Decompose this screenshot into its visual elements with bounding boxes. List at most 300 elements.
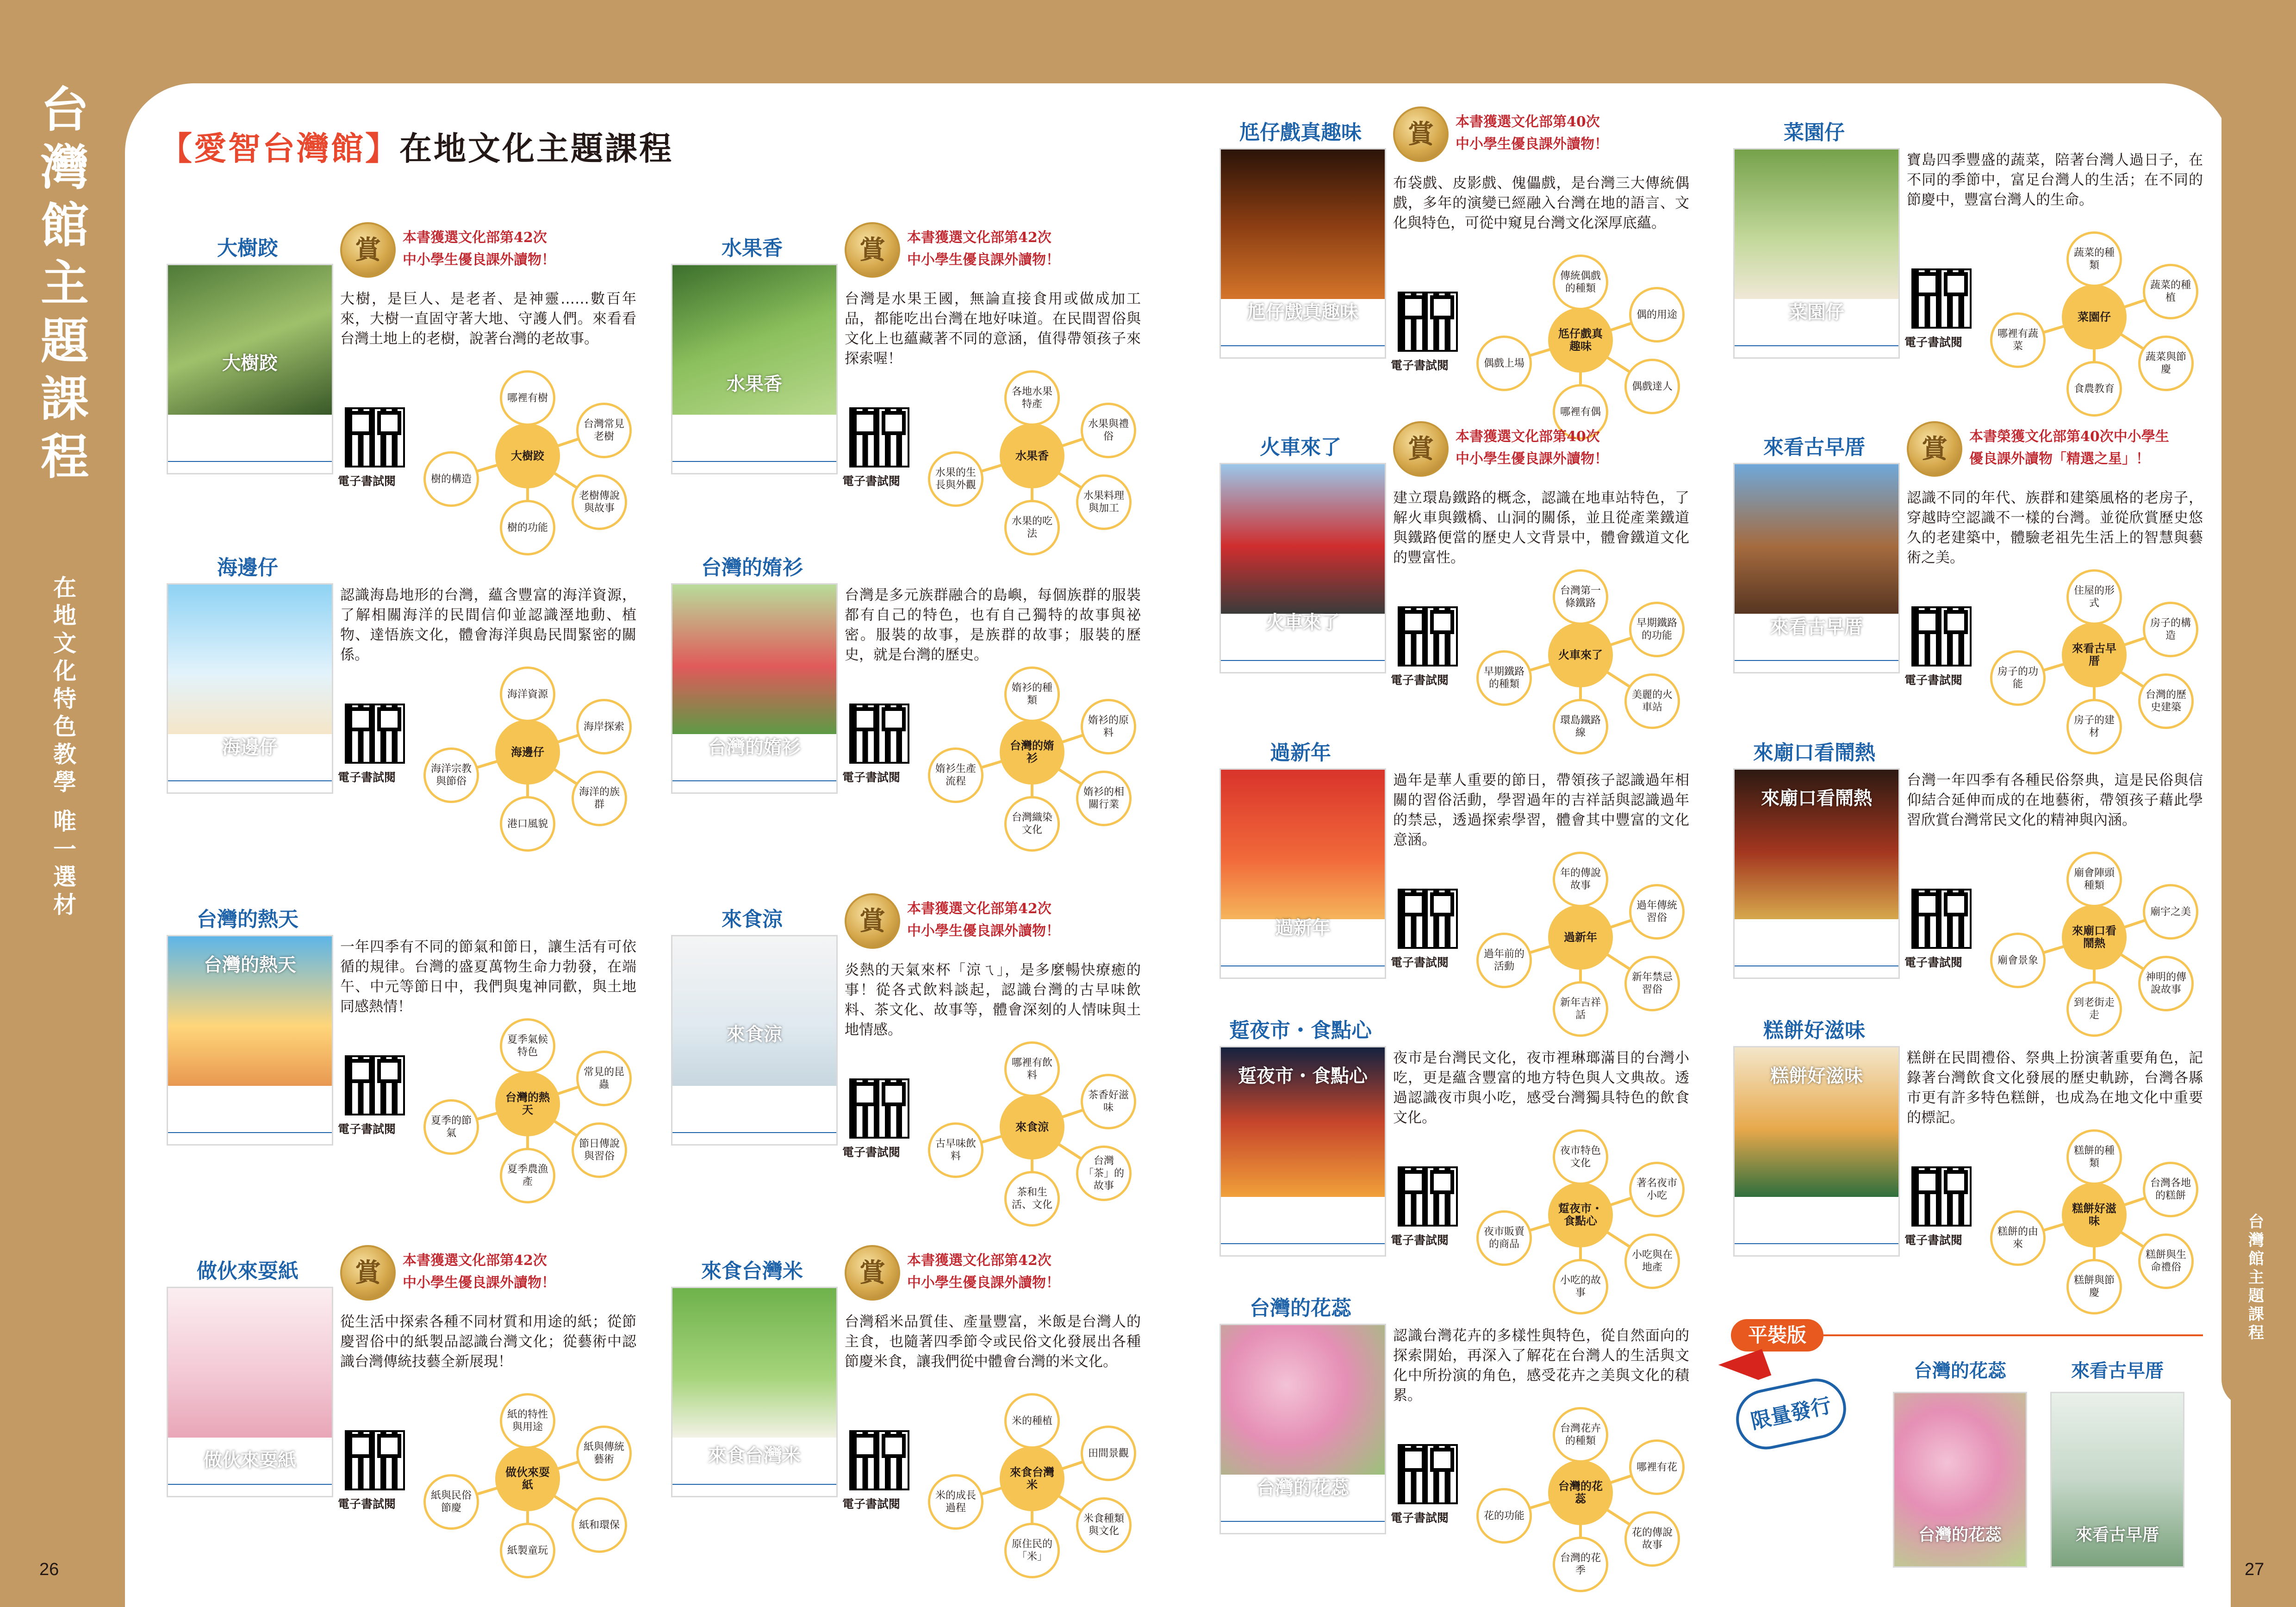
topic-node: 水果與禮俗	[1081, 403, 1136, 458]
qr-code-icon[interactable]	[1911, 889, 1972, 949]
ebook-preview-label[interactable]: 電子書試閱	[842, 1497, 901, 1511]
topic-node: 夏季氣候特色	[500, 1018, 555, 1074]
ebook-preview-label[interactable]: 電子書試閱	[842, 1146, 901, 1159]
cover-title: 水果香	[727, 373, 782, 395]
cover-title: 來看古早厝	[1770, 616, 1863, 638]
topic-node: 哪裡有花	[1629, 1439, 1685, 1495]
ebook-preview-label[interactable]: 電子書試閱	[1904, 1233, 1963, 1247]
award-medal-icon: 賞	[340, 1245, 396, 1301]
award-medal-icon: 賞	[845, 1245, 900, 1301]
page-title-bracket: 【愛智台灣館】	[160, 130, 399, 168]
topic-map	[923, 671, 1141, 836]
topic-node: 偶戲達人	[1624, 359, 1680, 414]
award-badge	[1907, 421, 2208, 481]
page-number-right: 27	[2245, 1560, 2265, 1579]
publisher-strip	[672, 1132, 836, 1144]
book-description: 台灣稻米品質佳、產量豐富，米飯是台灣人的主食，也隨著四季節令或民俗文化發展出各種節慶米食，讓我們從中體會台灣的米文化。	[845, 1314, 1141, 1370]
book-cover[interactable]	[671, 935, 838, 1146]
topic-node: 夏季的節氣	[423, 1099, 479, 1155]
book-cover[interactable]	[167, 583, 333, 794]
book-title: 水果香	[722, 237, 783, 260]
topic-center: 台灣的媠衫	[1000, 720, 1064, 785]
book-card-gucuo[interactable]	[1726, 430, 2208, 773]
book-description: 布袋戲、皮影戲、傀儡戲，是台灣三大傳統偶戲，多年的演變已經融入台灣在地的語言、文化與特色，可從中窺見台灣文化深厚底蘊。	[1393, 175, 1689, 231]
topic-node: 田間景觀	[1081, 1426, 1136, 1481]
topic-node: 傳統偶戲的種類	[1553, 255, 1608, 310]
topic-map	[1472, 1134, 1689, 1299]
cover-image	[1735, 464, 1898, 614]
topic-map	[923, 375, 1141, 540]
award-text	[1456, 111, 1696, 156]
topic-node: 神明的傳說故事	[2138, 956, 2194, 1011]
qr-code-icon[interactable]	[1911, 268, 1972, 329]
paperback-book-title: 台灣的花蕊	[1914, 1360, 2006, 1382]
topic-node: 海岸探索	[576, 699, 632, 754]
cover-image	[672, 585, 836, 734]
award-line: 本書獲選文化部第42次	[403, 230, 547, 246]
topic-node: 原住民的「米」	[1004, 1523, 1060, 1578]
qr-code-icon[interactable]	[1911, 1166, 1972, 1227]
award-badge	[1393, 421, 1694, 481]
topic-node: 蔬菜的種植	[2143, 264, 2198, 319]
book-card-taiwanmi[interactable]	[664, 1254, 1145, 1597]
book-card-caiyuan[interactable]	[1726, 116, 2208, 458]
award-line: 本書獲選文化部第40次	[1456, 429, 1600, 445]
ebook-preview-label[interactable]: 電子書試閱	[842, 771, 901, 784]
book-card-shuiguo[interactable]	[664, 231, 1145, 574]
topic-center: 踅夜市・食點心	[1548, 1183, 1613, 1247]
award-medal-icon: 賞	[845, 893, 900, 949]
book-description: 認識海島地形的台灣，蘊含豐富的海洋資源，了解相關海洋的民間信仰並認識溼地動、植物、達悟族文化，體會海洋與島民間緊密的關係。	[340, 587, 636, 663]
topic-node: 過年傳統習俗	[1629, 884, 1685, 940]
book-card-xi[interactable]	[1213, 116, 1694, 458]
qr-code-icon[interactable]	[345, 407, 405, 467]
topic-node: 海洋資源	[500, 666, 555, 722]
cover-image	[1221, 149, 1385, 299]
topic-node: 水果的吃法	[1004, 500, 1060, 555]
cover-image	[168, 265, 332, 415]
topic-node: 哪裡有偶	[1553, 384, 1608, 440]
book-description: 台灣一年四季有各種民俗祭典，這是民俗與信仰結合延伸而成的在地藝術，帶領孩子藉此學習欣賞台灣常民文化的精神與內涵。	[1907, 772, 2203, 828]
award-line: 本書獲選文化部第42次	[403, 1252, 547, 1269]
qr-code-icon[interactable]	[1911, 606, 1972, 666]
ebook-preview-label[interactable]: 電子書試閱	[338, 474, 396, 488]
topic-node: 夜市販賣的商品	[1476, 1210, 1532, 1266]
topic-node: 廟會陣頭種類	[2066, 852, 2122, 907]
qr-code-icon[interactable]	[345, 1055, 405, 1115]
topic-map	[1985, 574, 2203, 739]
award-line: 中小學生優良課外讀物！	[907, 1275, 1060, 1291]
book-title: 尪仔戲真趣味	[1239, 121, 1362, 144]
book-description: 從生活中探索各種不同材質和用途的紙；從節慶習俗中的紙製品認識台灣文化；從藝術中認識台灣傳統技藝全新展現！	[340, 1314, 636, 1370]
topic-map	[1472, 259, 1689, 417]
book-description: 台灣是多元族群融合的島嶼，每個族群的服裝都有自己的特色，也有自己獨特的故事與祕密。服裝的故事，是族群的故事；服裝的歷史，就是台灣的歷史。	[845, 587, 1141, 663]
paperback-label: 平裝版	[1731, 1319, 1823, 1352]
award-text	[907, 898, 1148, 942]
book-cover[interactable]	[167, 935, 333, 1146]
qr-code-icon[interactable]	[345, 1430, 405, 1490]
book-cover[interactable]	[671, 583, 838, 794]
right-tab	[2221, 0, 2296, 1407]
topic-node: 台灣各地的糕餅	[2143, 1162, 2198, 1217]
topic-node: 房子的功能	[1990, 650, 2046, 706]
cover-title: 踅夜市・食點心	[1238, 1065, 1368, 1087]
book-cover[interactable]	[1733, 768, 1900, 979]
award-medal-icon: 賞	[340, 222, 396, 278]
qr-code-icon[interactable]	[849, 1078, 909, 1139]
qr-code-icon[interactable]	[849, 407, 909, 467]
book-card-shuazhi[interactable]	[160, 1254, 641, 1597]
book-card-dashuduo[interactable]	[160, 231, 641, 574]
topic-node: 各地水果特產	[1004, 370, 1060, 426]
publisher-strip	[1221, 660, 1385, 672]
paperback-cover-title: 來看古早厝	[2075, 1525, 2159, 1545]
topic-node: 台灣花卉的種類	[1553, 1407, 1608, 1463]
topic-node: 早期鐵路的功能	[1629, 602, 1685, 657]
topic-node: 廟宇之美	[2143, 884, 2198, 940]
cover-title: 過新年	[1275, 917, 1331, 939]
topic-node: 常見的昆蟲	[576, 1051, 632, 1106]
ebook-preview-label[interactable]: 電子書試閱	[1391, 1233, 1449, 1247]
qr-code-icon[interactable]	[1398, 1444, 1458, 1504]
topic-node: 小吃與在地產	[1624, 1233, 1680, 1289]
topic-node: 紙製童玩	[500, 1523, 555, 1578]
cover-image	[672, 936, 836, 1086]
qr-code-icon[interactable]	[849, 1430, 909, 1490]
topic-node: 媠衫的種類	[1004, 666, 1060, 722]
topic-node: 海洋宗教與節俗	[423, 747, 479, 803]
topic-node: 住屋的形式	[2066, 569, 2122, 625]
book-cover[interactable]	[1733, 463, 1900, 673]
book-title: 踅夜市・食點心	[1229, 1019, 1372, 1042]
publisher-strip	[1735, 345, 1898, 357]
award-line: 本書獲選文化部第42次	[907, 1252, 1052, 1269]
sidebar-subtitle: 在地文化特色教學	[53, 574, 76, 796]
award-line: 中小學生優良課外讀物！	[403, 1275, 555, 1291]
award-badge	[340, 1245, 641, 1305]
topic-center: 菜園仔	[2062, 285, 2127, 349]
topic-node: 茶和生活、文化	[1004, 1171, 1060, 1227]
topic-center: 火車來了	[1548, 623, 1613, 687]
topic-map	[1472, 856, 1689, 1021]
topic-node: 樹的構造	[423, 451, 479, 507]
topic-center: 來食涼	[1000, 1095, 1064, 1159]
award-badge	[1393, 106, 1694, 167]
cover-title: 尪仔戲真趣味	[1247, 301, 1358, 323]
book-cover[interactable]	[1220, 1046, 1386, 1257]
qr-code-icon[interactable]	[345, 704, 405, 764]
cover-title: 來廟口看鬧熱	[1761, 787, 1872, 809]
cover-image	[168, 585, 332, 734]
qr-code-icon[interactable]	[849, 704, 909, 764]
cover-image	[672, 1288, 836, 1438]
publisher-strip	[1221, 345, 1385, 357]
ebook-preview-label[interactable]: 電子書試閱	[1391, 956, 1449, 969]
topic-node: 蔬菜的種類	[2066, 231, 2122, 287]
book-title: 來食台灣米	[701, 1259, 803, 1283]
topic-node: 水果料理與加工	[1076, 474, 1132, 530]
topic-node: 偶戲上場	[1476, 336, 1532, 391]
book-cover[interactable]	[1220, 768, 1386, 979]
topic-center: 過新年	[1548, 905, 1613, 970]
ebook-preview-label[interactable]: 電子書試閱	[338, 1497, 396, 1511]
topic-node: 環島鐵路線	[1553, 699, 1608, 754]
topic-node: 哪裡有樹	[500, 370, 555, 426]
cover-title: 大樹跤	[222, 352, 278, 374]
award-line: 本書獲選文化部第42次	[907, 901, 1052, 917]
book-description: 建立環島鐵路的概念，認識在地車站特色，了解火車與鐵橋、山洞的關係，並且從產業鐵道與鐵路便當的歷史人文背景中，體會鐵道文化的豐富性。	[1393, 490, 1689, 566]
topic-map	[1985, 856, 2203, 1021]
ebook-preview-label[interactable]: 電子書試閱	[1904, 956, 1963, 969]
award-text	[403, 1250, 643, 1294]
cover-title: 菜園仔	[1789, 301, 1844, 323]
book-card-retian[interactable]	[160, 903, 641, 1245]
paperback-book-2[interactable]	[2050, 1356, 2184, 1568]
award-line: 中小學生優良課外讀物！	[1456, 451, 1608, 467]
topic-node: 媠衫的相關行業	[1076, 771, 1132, 826]
topic-map	[1985, 1134, 2203, 1299]
topic-node: 著名夜市小吃	[1629, 1162, 1685, 1217]
award-line: 中小學生優良課外讀物！	[403, 252, 555, 268]
book-title: 糕餅好滋味	[1763, 1019, 1865, 1042]
award-text	[1969, 426, 2210, 470]
topic-node: 港口風貌	[500, 796, 555, 852]
topic-node: 米的成長過程	[928, 1474, 983, 1530]
topic-map	[419, 375, 636, 532]
award-badge	[845, 222, 1145, 282]
publisher-strip	[1221, 965, 1385, 978]
qr-code-icon[interactable]	[1398, 292, 1458, 352]
book-description: 大樹，是巨人、是老者、是神靈……數百年來，大樹一直固守著大地、守護人們。來看看台灣土地上的老樹，說著台灣的老故事。	[340, 291, 636, 347]
topic-node: 廟會景象	[1990, 933, 2046, 988]
book-description: 夜市是台灣民文化，夜市裡琳瑯滿目的台灣小吃，更是蘊含豐富的地方特色與人文典故。透過認識夜市與小吃，感受台灣獨具特色的飲食文化。	[1393, 1050, 1689, 1126]
topic-node: 老樹傳說與故事	[572, 474, 627, 530]
award-line: 本書榮獲文化部第40次中小學生	[1969, 429, 2169, 445]
award-line: 本書獲選文化部第40次	[1456, 114, 1600, 130]
topic-center: 海邊仔	[495, 720, 560, 785]
cover-title: 台灣的媠衫	[708, 736, 801, 758]
book-description: 過年是華人重要的節日，帶領孩子認識過年相關的習俗活動，學習過年的吉祥話與認識過年的禁忌，透過探索學習，體會其中豐富的文化意涵。	[1393, 772, 1689, 848]
book-description: 認識不同的年代、族群和建築風格的老房子，穿越時空認識不一樣的台灣。並從欣賞歷史悠久的老建築中，體驗老祖先生活上的智慧與藝術之美。	[1907, 490, 2203, 566]
topic-node: 夏季農漁產	[500, 1148, 555, 1203]
book-title: 火車來了	[1260, 436, 1341, 459]
award-medal-icon: 賞	[1393, 421, 1449, 477]
topic-center: 台灣的花蕊	[1548, 1460, 1613, 1525]
topic-node: 樹的功能	[500, 500, 555, 555]
publisher-strip	[672, 461, 836, 473]
topic-node: 糕餅與節慶	[2066, 1259, 2122, 1314]
ebook-preview-label[interactable]: 電子書試閱	[1391, 673, 1449, 687]
book-title: 台灣的熱天	[197, 908, 299, 931]
book-cover[interactable]	[167, 264, 333, 474]
book-title: 做伙來耍紙	[197, 1259, 299, 1283]
award-line: 本書獲選文化部第42次	[907, 230, 1052, 246]
award-line: 中小學生優良課外讀物！	[907, 923, 1060, 939]
topic-node: 早期鐵路的種類	[1476, 650, 1532, 706]
book-card-haibian[interactable]	[160, 551, 641, 893]
limited-badge: 限量發行	[1730, 1373, 1852, 1455]
book-description: 台灣是水果王國，無論直接食用或做成加工品，都能吃出台灣在地好味道。在民間習俗與文化上也蘊藏著不同的意涵，值得帶領孩子來探索喔！	[845, 291, 1141, 367]
topic-node: 糕餅的種類	[2066, 1129, 2122, 1185]
topic-center: 做伙來耍紙	[495, 1446, 560, 1511]
book-cover[interactable]	[1733, 1046, 1900, 1257]
book-cover[interactable]	[1220, 1324, 1386, 1534]
topic-map	[1472, 574, 1689, 739]
award-line: 中小學生優良課外讀物！	[1456, 136, 1608, 152]
book-title: 海邊仔	[217, 556, 278, 579]
topic-node: 台灣常見老樹	[576, 403, 632, 458]
book-cover[interactable]	[1733, 148, 1900, 359]
book-cover[interactable]	[671, 264, 838, 474]
page-number-left: 26	[39, 1560, 59, 1579]
paperback-cover	[1893, 1392, 2027, 1568]
book-description: 一年四季有不同的節氣和節日，讓生活有可依循的規律。台灣的盛夏萬物生命力勃發，在端午、中元等節日中，我們與鬼神同歡，與土地同感熱情！	[340, 939, 636, 1015]
publisher-strip	[1735, 1243, 1898, 1255]
topic-node: 媠衫的原料	[1081, 699, 1136, 754]
book-title: 台灣的花蕊	[1250, 1296, 1351, 1320]
ebook-preview-label[interactable]: 電子書試閱	[1391, 1511, 1449, 1525]
cover-title: 海邊仔	[222, 736, 278, 758]
topic-node: 台灣的花季	[1553, 1537, 1608, 1592]
topic-node: 海洋的族群	[572, 771, 627, 826]
cover-image	[168, 1288, 332, 1438]
book-cover[interactable]	[167, 1287, 333, 1497]
qr-code-icon[interactable]	[1398, 606, 1458, 666]
topic-center: 來食台灣米	[1000, 1446, 1064, 1511]
cover-title: 來食台灣米	[708, 1445, 801, 1466]
award-text	[403, 227, 643, 271]
cover-title: 來食涼	[727, 1023, 782, 1045]
award-line: 優良課外讀物「精選之星」！	[1969, 451, 2150, 467]
publisher-strip	[168, 780, 332, 792]
book-title: 菜園仔	[1784, 121, 1845, 144]
publisher-strip	[672, 780, 836, 792]
topic-map	[923, 1398, 1141, 1563]
book-title: 來看古早厝	[1763, 436, 1865, 459]
award-text	[1456, 426, 1696, 470]
publisher-strip	[672, 1484, 836, 1496]
topic-node: 水果的生長與外觀	[928, 451, 983, 507]
award-medal-icon: 賞	[845, 222, 900, 278]
topic-node: 美麗的火車站	[1624, 673, 1680, 729]
award-badge	[845, 1245, 1145, 1305]
topic-node: 台灣織染文化	[1004, 796, 1060, 852]
book-description: 炎熱的天氣來杯「涼ㄟ」，是多麼暢快療癒的事！從各式飲料談起，認識台灣的古早味飲料、茶文化、故事等，體會深刻的人情味與土地情感。	[845, 962, 1141, 1038]
topic-node: 年的傳說故事	[1553, 852, 1608, 907]
book-title: 大樹跤	[217, 237, 278, 260]
topic-node: 糕餅的由來	[1990, 1210, 2046, 1266]
topic-node: 紙與民俗節慶	[423, 1474, 479, 1530]
topic-center: 水果香	[1000, 424, 1064, 488]
book-title: 來廟口看鬧熱	[1753, 741, 1875, 765]
book-cover[interactable]	[671, 1287, 838, 1497]
ebook-preview-label[interactable]: 電子書試閱	[1904, 336, 1963, 349]
ebook-preview-label[interactable]: 電子書試閱	[338, 771, 396, 784]
topic-node: 房子的建材	[2066, 699, 2122, 754]
topic-node: 到老街走走	[2066, 981, 2122, 1037]
topic-node: 茶香好滋味	[1081, 1074, 1136, 1129]
ebook-preview-label[interactable]: 電子書試閱	[842, 474, 901, 488]
topic-node: 紙的特性與用途	[500, 1393, 555, 1449]
topic-node: 台灣第一條鐵路	[1553, 569, 1608, 625]
right-tab-label: 台灣館主題課程	[2248, 1213, 2264, 1342]
topic-node: 台灣的歷史建築	[2138, 673, 2194, 729]
topic-node: 房子的構造	[2143, 602, 2198, 657]
topic-map	[923, 1046, 1141, 1211]
publisher-strip	[1221, 1243, 1385, 1255]
topic-node: 紙和環保	[572, 1497, 627, 1553]
qr-code-icon[interactable]	[1398, 889, 1458, 949]
topic-node: 過年前的活動	[1476, 933, 1532, 988]
qr-code-icon[interactable]	[1398, 1166, 1458, 1227]
topic-node: 食農教育	[2066, 361, 2122, 417]
book-title: 過新年	[1270, 741, 1331, 765]
paperback-book-1[interactable]	[1893, 1356, 2027, 1568]
ebook-preview-label[interactable]: 電子書試閱	[1904, 673, 1963, 687]
topic-center: 來看古早厝	[2062, 623, 2127, 687]
topic-map	[419, 1398, 636, 1555]
book-card-huoche[interactable]	[1213, 430, 1694, 773]
topic-map	[419, 1023, 636, 1188]
book-cover[interactable]	[1220, 148, 1386, 359]
paperback-book-title: 來看古早厝	[2071, 1360, 2164, 1382]
book-card-gaobing[interactable]	[1726, 1014, 2208, 1356]
cover-image	[1221, 770, 1385, 919]
topic-node: 紙與傳統藝術	[576, 1426, 632, 1481]
book-card-yishan[interactable]	[664, 551, 1145, 893]
book-description: 寶島四季豐盛的蔬菜，陪著台灣人過日子，在不同的季節中，富足台灣人的生活；在不同的節慶中，豐富台灣人的生命。	[1907, 152, 2203, 208]
ebook-preview-label[interactable]: 電子書試閱	[1391, 359, 1449, 372]
publisher-strip	[168, 461, 332, 473]
topic-node: 新年吉祥話	[1553, 981, 1608, 1037]
book-description: 認識台灣花卉的多樣性與特色，從自然面向的探索開始，再深入了解花在台灣人的生活與文化中所扮演的角色，感受花卉之美與文化的積累。	[1393, 1327, 1689, 1404]
publisher-strip	[1221, 1521, 1385, 1533]
publisher-strip	[1735, 660, 1898, 672]
award-text	[907, 227, 1148, 271]
publisher-strip	[168, 1484, 332, 1496]
cover-title: 台灣的花蕊	[1257, 1477, 1349, 1499]
publisher-strip	[168, 1132, 332, 1144]
topic-map	[419, 671, 636, 828]
topic-node: 米的種植	[1004, 1393, 1060, 1449]
paperback-cover	[2050, 1392, 2184, 1568]
topic-node: 媠衫生產流程	[928, 747, 983, 803]
sidebar-title: 台灣館主題課程	[40, 81, 89, 485]
book-card-shiliang[interactable]	[664, 903, 1145, 1245]
award-badge	[845, 893, 1145, 953]
ebook-preview-label[interactable]: 電子書試閱	[338, 1122, 396, 1136]
cover-title: 糕餅好滋味	[1770, 1065, 1863, 1087]
cover-title: 火車來了	[1266, 611, 1340, 633]
topic-node: 台灣「茶」的故事	[1076, 1146, 1132, 1201]
paperback-divider	[1823, 1334, 2203, 1336]
sidebar-subtitle-2: 唯一選材	[53, 808, 76, 918]
topic-node: 節日傳說與習俗	[572, 1122, 627, 1178]
topic-node: 哪裡有飲料	[1004, 1041, 1060, 1097]
topic-node: 小吃的故事	[1553, 1259, 1608, 1314]
book-card-huarui[interactable]	[1213, 1291, 1694, 1607]
book-title: 來食涼	[722, 908, 783, 931]
topic-map	[1985, 236, 2203, 393]
topic-node: 花的功能	[1476, 1488, 1532, 1544]
book-cover[interactable]	[1220, 463, 1386, 673]
page-title	[160, 123, 673, 169]
paperback-cover-title: 台灣的花蕊	[1918, 1525, 2002, 1545]
book-title: 台灣的媠衫	[701, 556, 803, 579]
topic-node: 蔬菜與節慶	[2138, 336, 2194, 391]
topic-node: 花的傳說故事	[1624, 1511, 1680, 1567]
award-medal-icon: 賞	[1393, 106, 1449, 162]
